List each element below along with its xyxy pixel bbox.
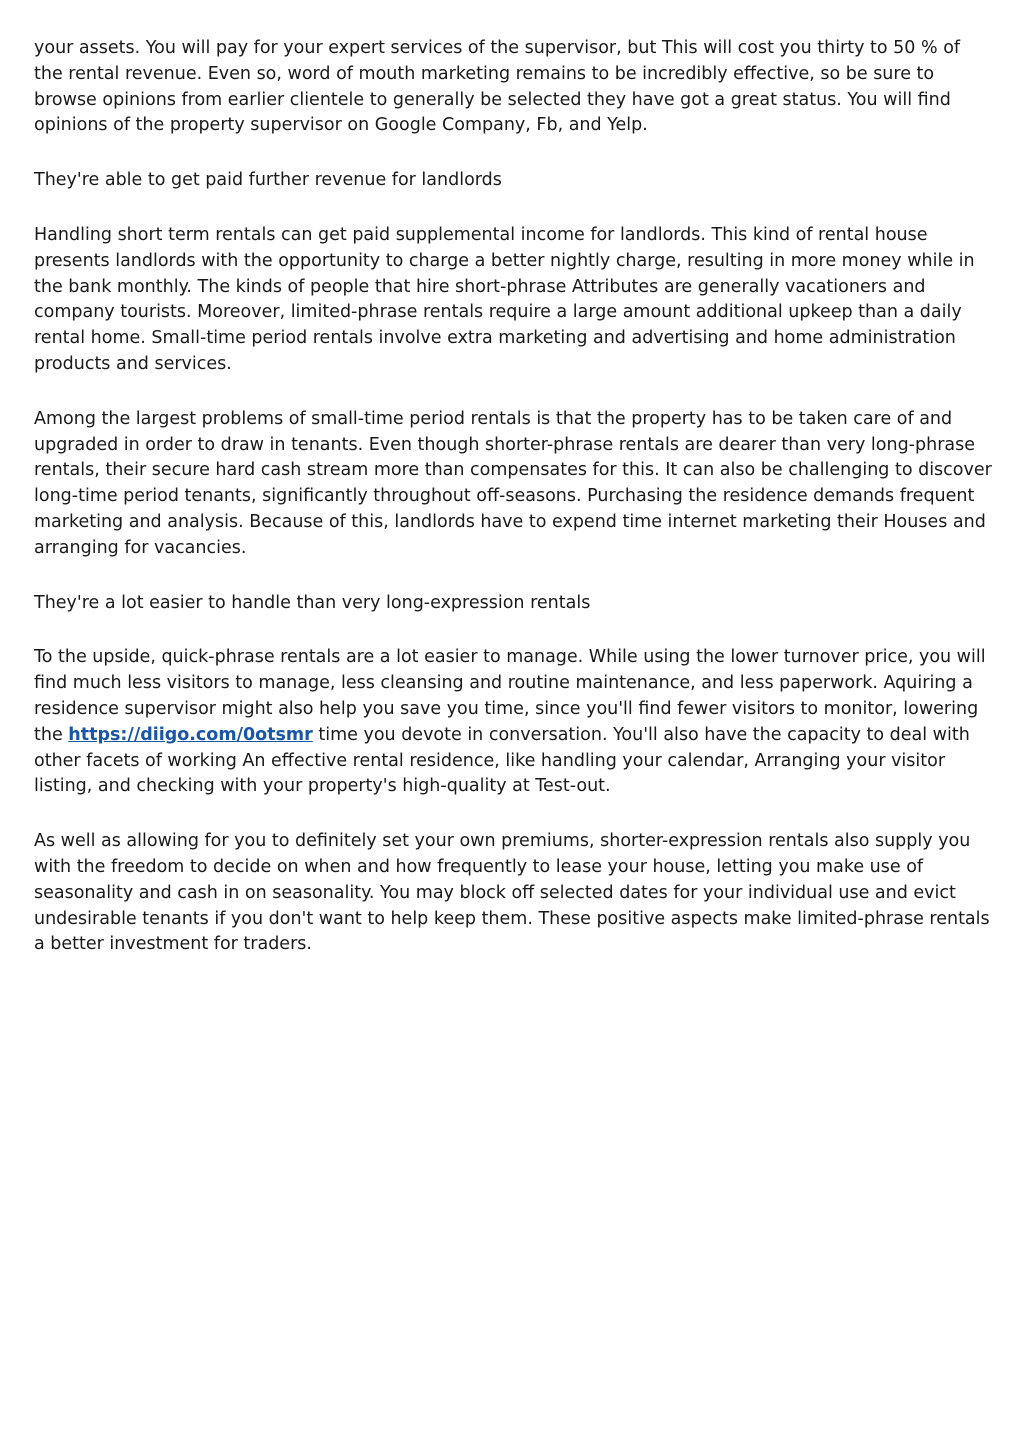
paragraph-problems: Among the largest problems of small-time period rentals is that the property has to be taken care of and upgraded in order to draw in tenants. Even though shorter-phrase rentals are dearer than very long-phrase rentals, their secure hard cash stream more than compensates for this. It can also be challenging to discover long-time period tenants, significantly throughout off-seasons. Purchasing the residence demands frequent marketing and analysis. Because of this, landlords have to expend time internet marketing their Houses and arranging for vacancies. [34,408,992,558]
document-body [34,36,994,987]
paragraph-assets: your assets. You will pay for your expert services of the supervisor, but This will cost you thirty to 50 % of the rental revenue. Even so, word of mouth marketing remains to be incredibly effective, so be sure to browse opinions from earlier clientele to generally be selected they have got a great status. You will find opinions of the property supervisor on Google Company, Fb, and Yelp. [34,38,961,136]
paragraph-upside-after: time you devote in conversation. You'll also have the capacity to deal with other facets of working An effective rental residence, like handling your calendar, Arranging your visitor listing, and checking with your property's high-quality at Test-out. [34,724,970,797]
paragraph-premiums: As well as allowing for you to definitely set your own premiums, shorter-expression rentals also supply you with the freedom to decide on when and how frequently to lease your house, letting you make use of seasonality and cash in on seasonality. You may block off selected dates for your individual use and evict undesirable tenants if you don't want to help keep them. These positive aspects make limited-phrase rentals a better investment for traders. [34,831,990,955]
paragraph-heading-easier: They're a lot easier to handle than very long-expression rentals [34,592,591,613]
paragraph-short-term-income: Handling short term rentals can get paid supplemental income for landlords. This kind of rental house presents landlords with the opportunity to charge a better nightly charge, resulting in more money while in the bank monthly. The kinds of people that hire short-phrase Attributes are generally vacationers and company tourists. Moreover, limited-phrase rentals require a large amount additional upkeep than a daily rental home. Small-time period rentals involve extra marketing and advertising and home administration products and services. [34,224,975,374]
paragraph-upside [34,645,994,800]
paragraph-upside-before: To the upside, quick-phrase rentals are a lot easier to manage. While using the lower turnover price, you will find much less visitors to manage, less cleansing and routine maintenance, and less paperwork. Aquiring a residence supervisor might also help you save you time, since you'll find fewer visitors to monitor, lowering the [34,647,986,745]
paragraph-heading-revenue: They're able to get paid further revenue for landlords [34,170,502,191]
diigo-link[interactable]: https://diigo.com/0otsmr [68,724,313,745]
